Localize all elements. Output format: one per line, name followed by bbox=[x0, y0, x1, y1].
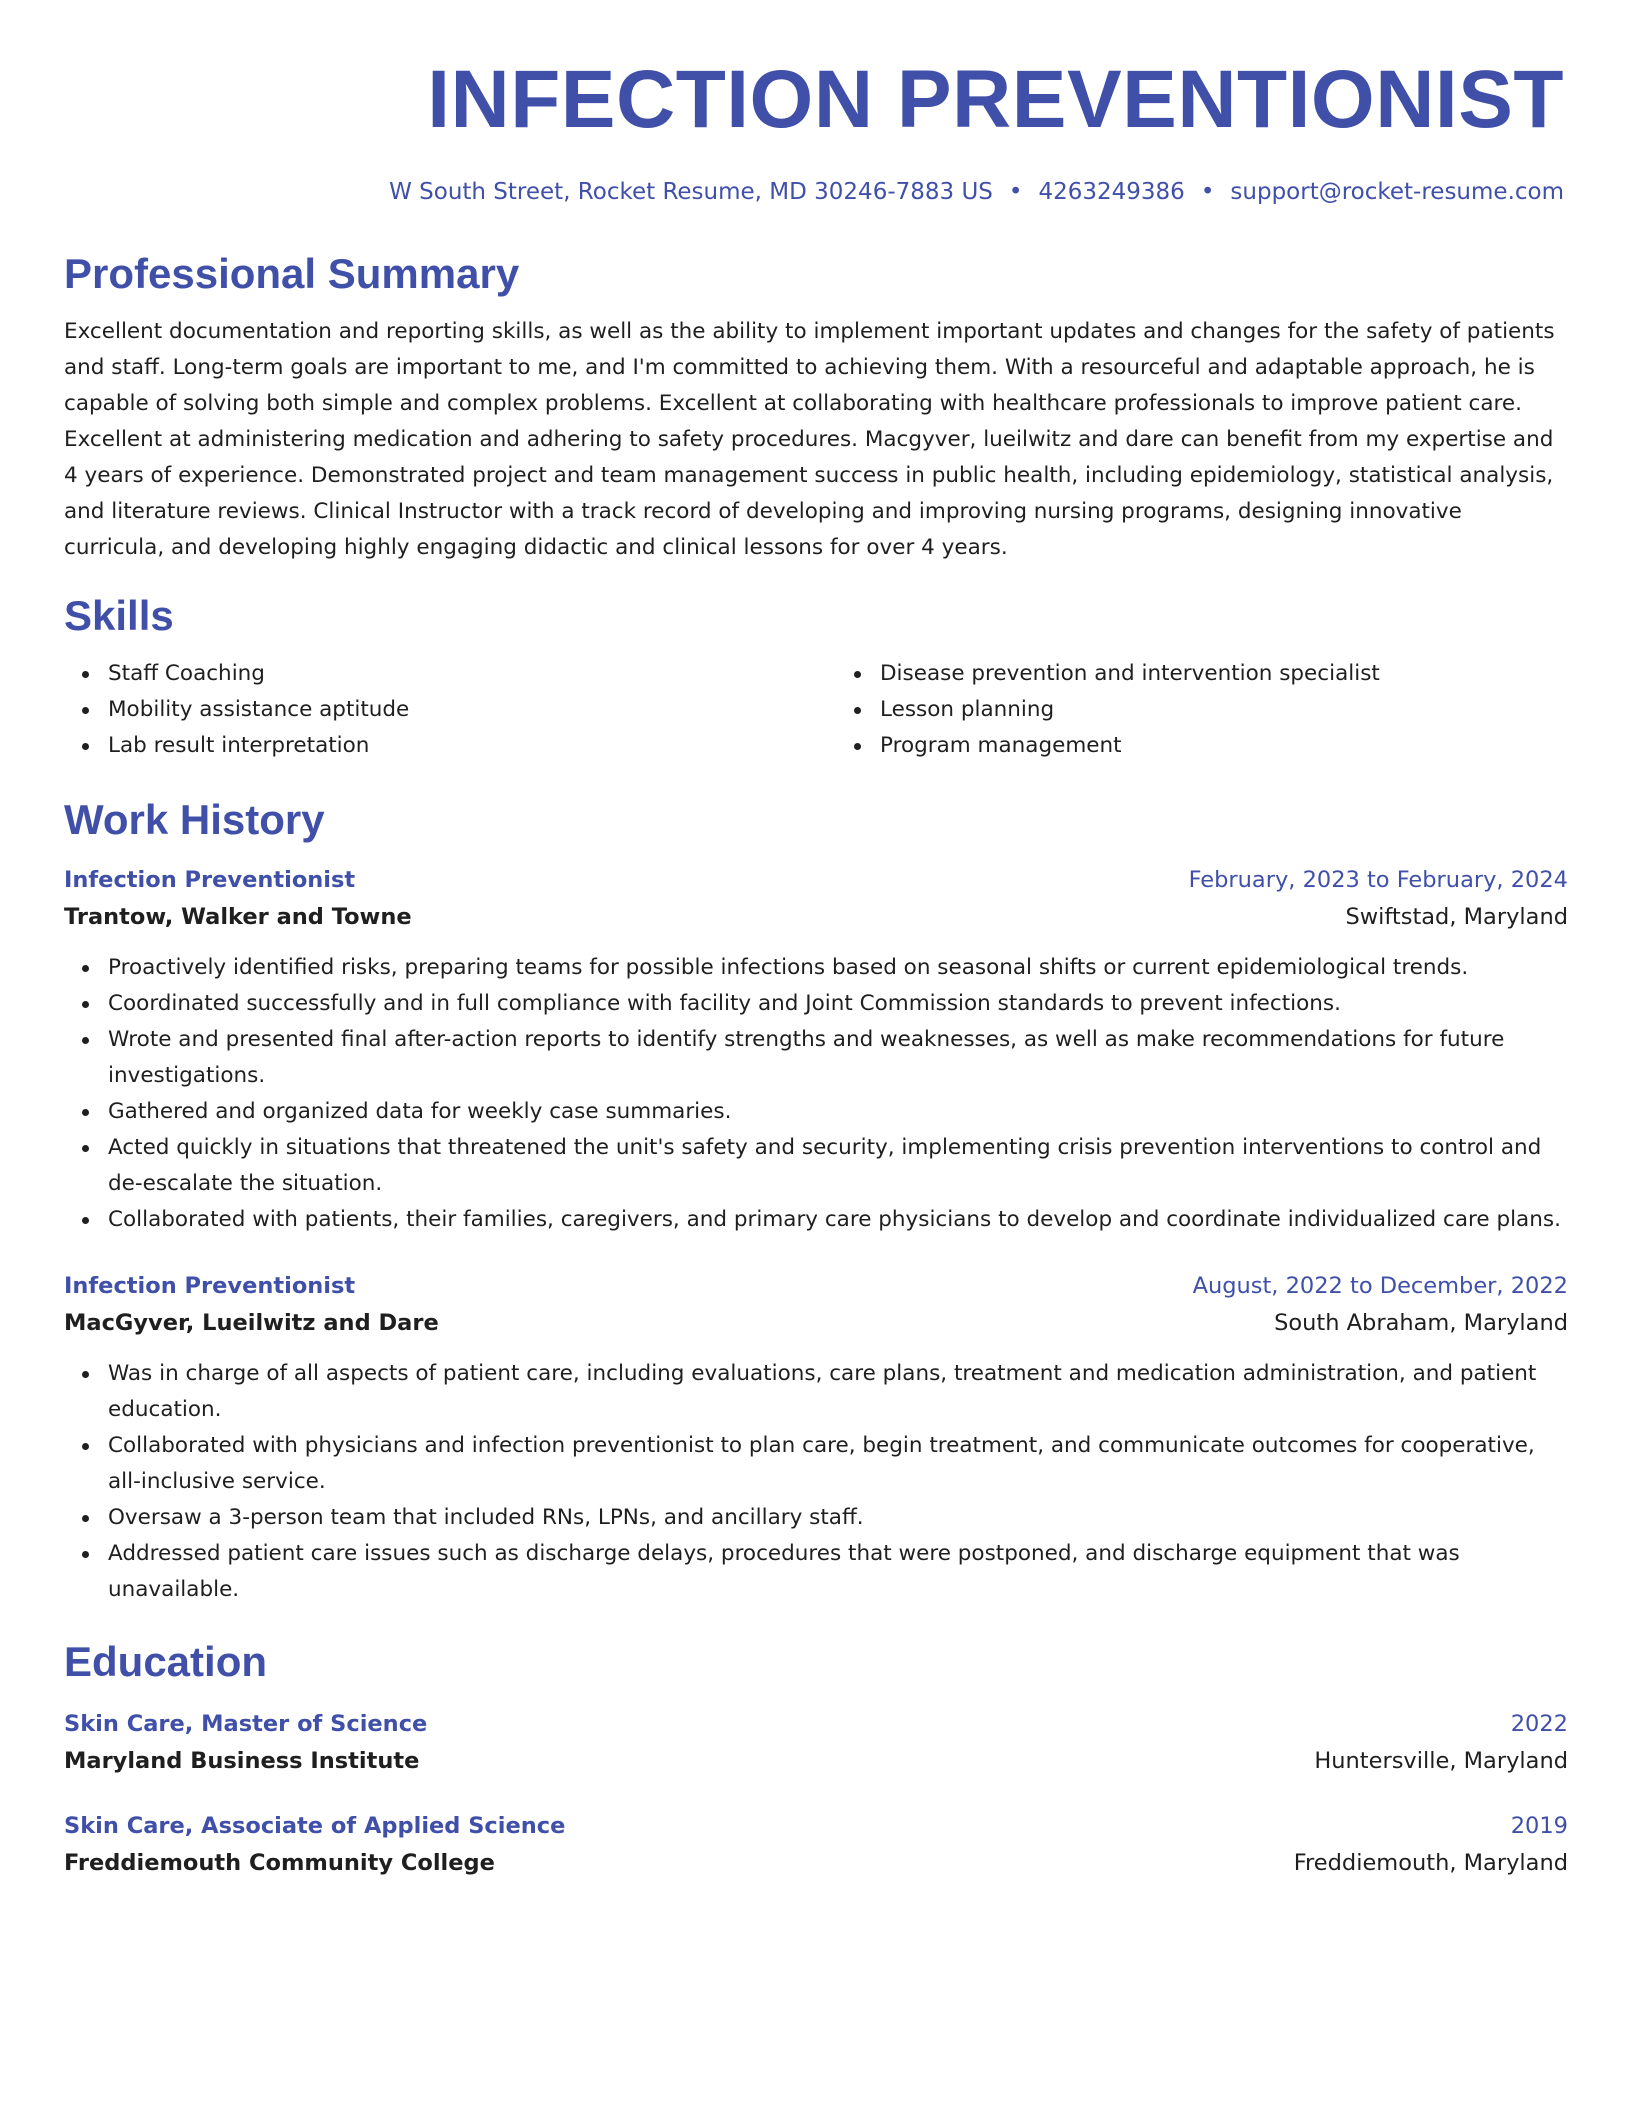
skills-grid bbox=[64, 656, 1568, 764]
contact-phone: 4263249386 bbox=[1038, 179, 1185, 205]
education-header-row bbox=[64, 1808, 1568, 1844]
job-title: Infection Preventionist bbox=[64, 867, 356, 893]
work-history-section bbox=[64, 794, 1568, 1608]
skills-section bbox=[64, 590, 1568, 764]
education-location: Huntersville, Maryland bbox=[1314, 1748, 1568, 1774]
job-header-row bbox=[64, 1268, 1568, 1304]
job-bullet: Gathered and organized data for weekly case summaries. bbox=[108, 1094, 1568, 1130]
skill-item: Lesson planning bbox=[880, 692, 1568, 728]
education-year: 2019 bbox=[1510, 1813, 1568, 1839]
job-header-row bbox=[64, 862, 1568, 898]
skill-item: Mobility assistance aptitude bbox=[108, 692, 796, 728]
job-entry bbox=[64, 1268, 1568, 1608]
job-entry bbox=[64, 862, 1568, 1238]
resume-header bbox=[64, 50, 1568, 208]
education-entry bbox=[64, 1808, 1568, 1882]
contact-separator: • bbox=[1008, 179, 1023, 205]
job-bullet: Addressed patient care issues such as discharge delays, procedures that were postponed, and discharge equipment that was unavailable. bbox=[108, 1536, 1568, 1608]
job-title: Infection Preventionist bbox=[64, 1273, 356, 1299]
section-title-skills: Skills bbox=[64, 592, 174, 639]
job-company-row bbox=[64, 898, 1568, 936]
contact-line bbox=[64, 176, 1568, 208]
job-bullet: Coordinated successfully and in full compliance with facility and Joint Commission standards to prevent infections. bbox=[108, 986, 1568, 1022]
section-title-education: Education bbox=[64, 1638, 268, 1685]
summary-text: Excellent documentation and reporting skills, as well as the ability to implement important updates and changes for the safety of patients and staff. Long-term goals are important to me, and I'm committed to achieving them. With a resourceful and adaptable approach, he is capable of solving both simple and complex problems. Excellent at collaborating with healthcare professionals to improve patient care. Excellent at administering medication and adhering to safety procedures. Macgyver, lueilwitz and dare can benefit from my expertise and 4 years of experience. Demonstrated project and team management success in public health, including epidemiology, statistical analysis, and literature reviews. Clinical Instructor with a track record of developing and improving nursing programs, designing innovative curricula, and developing highly engaging didactic and clinical lessons for over 4 years. bbox=[64, 319, 1555, 560]
education-entry bbox=[64, 1706, 1568, 1780]
skills-list-left bbox=[64, 656, 796, 764]
contact-separator: • bbox=[1200, 179, 1215, 205]
section-title-summary: Professional Summary bbox=[64, 250, 520, 297]
section-title-work-history: Work History bbox=[64, 796, 325, 843]
job-bullet: Collaborated with patients, their families, caregivers, and primary care physicians to develop and coordinate individualized care plans. bbox=[108, 1202, 1568, 1238]
job-bullets bbox=[64, 1356, 1568, 1608]
skill-item: Program management bbox=[880, 728, 1568, 764]
education-school-row bbox=[64, 1844, 1568, 1882]
contact-address: W South Street, Rocket Resume, MD 30246-7883 US bbox=[389, 179, 993, 205]
skill-item: Lab result interpretation bbox=[108, 728, 796, 764]
job-bullet: Oversaw a 3-person team that included RNs, LPNs, and ancillary staff. bbox=[108, 1500, 1568, 1536]
education-school: Freddiemouth Community College bbox=[64, 1850, 495, 1876]
job-bullets bbox=[64, 950, 1568, 1238]
job-dates: August, 2022 to December, 2022 bbox=[1192, 1273, 1568, 1299]
job-dates: February, 2023 to February, 2024 bbox=[1188, 867, 1568, 893]
education-school-row bbox=[64, 1742, 1568, 1780]
job-bullet: Was in charge of all aspects of patient care, including evaluations, care plans, treatment and medication administration, and patient education. bbox=[108, 1356, 1568, 1428]
skill-item: Staff Coaching bbox=[108, 656, 796, 692]
job-company: MacGyver, Lueilwitz and Dare bbox=[64, 1310, 439, 1336]
contact-email: support@rocket-resume.com bbox=[1230, 179, 1564, 205]
summary-section bbox=[64, 248, 1568, 566]
job-bullet: Proactively identified risks, preparing teams for possible infections based on seasonal shifts or current epidemiological trends. bbox=[108, 950, 1568, 986]
education-location: Freddiemouth, Maryland bbox=[1293, 1850, 1568, 1876]
skill-item: Disease prevention and intervention specialist bbox=[880, 656, 1568, 692]
education-year: 2022 bbox=[1510, 1711, 1568, 1737]
education-degree: Skin Care, Associate of Applied Science bbox=[64, 1813, 566, 1839]
education-school: Maryland Business Institute bbox=[64, 1748, 420, 1774]
education-degree: Skin Care, Master of Science bbox=[64, 1711, 428, 1737]
job-bullet: Collaborated with physicians and infection preventionist to plan care, begin treatment, and communicate outcomes for cooperative, all-inclusive service. bbox=[108, 1428, 1568, 1500]
job-location: Swiftstad, Maryland bbox=[1345, 904, 1568, 930]
skills-list-right bbox=[836, 656, 1568, 764]
job-location: South Abraham, Maryland bbox=[1274, 1310, 1568, 1336]
candidate-name: INFECTION PREVENTIONIST bbox=[427, 54, 1564, 145]
job-company: Trantow, Walker and Towne bbox=[64, 904, 412, 930]
job-company-row bbox=[64, 1304, 1568, 1342]
education-header-row bbox=[64, 1706, 1568, 1742]
education-section bbox=[64, 1636, 1568, 1882]
job-bullet: Acted quickly in situations that threatened the unit's safety and security, implementing crisis prevention interventions to control and de-escalate the situation. bbox=[108, 1130, 1568, 1202]
job-bullet: Wrote and presented final after-action reports to identify strengths and weaknesses, as well as make recommendations for future investigations. bbox=[108, 1022, 1568, 1094]
